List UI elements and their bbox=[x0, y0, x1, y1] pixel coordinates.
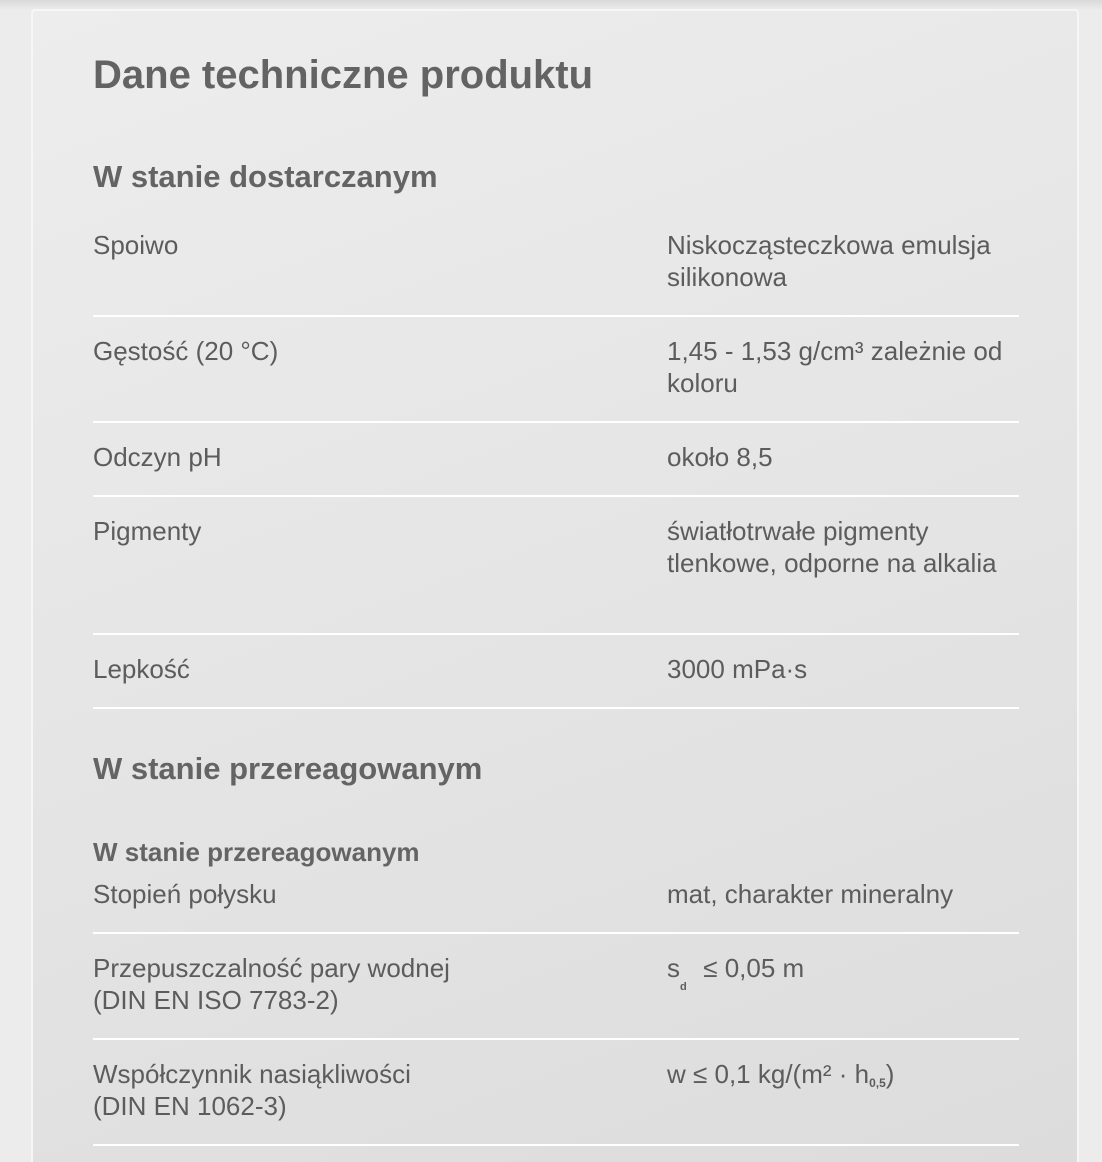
table-row bbox=[93, 441, 1019, 497]
value-rest: ) bbox=[885, 1059, 895, 1089]
value-main: w ≤ 0,1 kg/(m² · h bbox=[667, 1059, 870, 1089]
row-value: mat, charakter mineralny bbox=[667, 879, 954, 909]
row-label: Stopień połysku bbox=[93, 879, 277, 909]
table-row bbox=[93, 878, 1019, 934]
row-value bbox=[667, 1058, 1019, 1099]
table-row bbox=[93, 229, 1019, 317]
value-rest: ≤ 0,05 m bbox=[696, 953, 805, 983]
table-row bbox=[93, 515, 1019, 635]
table-row bbox=[93, 653, 1019, 709]
value-subscript-wrap bbox=[680, 976, 696, 993]
row-value: 1,45 - 1,53 g/cm³ zależnie od koloru bbox=[667, 336, 1003, 398]
row-label-standard: (DIN EN ISO 7783-2) bbox=[93, 985, 339, 1015]
value-symbol: s bbox=[667, 953, 680, 983]
section-subtitle-cured: W stanie przereagowanym bbox=[93, 837, 420, 867]
row-label: Odczyn pH bbox=[93, 442, 222, 472]
row-label: Lepkość bbox=[93, 654, 190, 684]
value-subscript: d bbox=[680, 981, 687, 993]
technical-data-card bbox=[31, 9, 1079, 1162]
row-value: Niskocząsteczkowa emulsja silikonowa bbox=[667, 230, 991, 292]
row-label: Gęstość (20 °C) bbox=[93, 336, 279, 366]
row-value: około 8,5 bbox=[667, 442, 773, 472]
row-label-line: Współczynnik nasiąkliwości bbox=[93, 1059, 411, 1089]
section-title-cured: W stanie przereagowanym bbox=[93, 751, 483, 786]
row-label-standard: (DIN EN 1062-3) bbox=[93, 1091, 287, 1121]
row-value bbox=[667, 952, 1019, 993]
table-row bbox=[93, 952, 1019, 1040]
row-label: Spoiwo bbox=[93, 230, 179, 260]
row-value: światłotrwałe pigmenty tlenkowe, odporne na alkalia bbox=[667, 516, 997, 578]
value-subscript: 0,5 bbox=[869, 1076, 886, 1090]
table-row bbox=[93, 335, 1019, 423]
section-title-delivered: W stanie dostarczanym bbox=[93, 159, 438, 194]
row-label bbox=[93, 1058, 633, 1122]
row-label-line: Przepuszczalność pary wodnej bbox=[93, 953, 450, 983]
row-label bbox=[93, 952, 633, 1016]
page-title: Dane techniczne produktu bbox=[93, 53, 594, 97]
table-row bbox=[93, 1058, 1019, 1146]
row-value: 3000 mPa·s bbox=[667, 654, 808, 684]
row-label: Pigmenty bbox=[93, 516, 202, 546]
